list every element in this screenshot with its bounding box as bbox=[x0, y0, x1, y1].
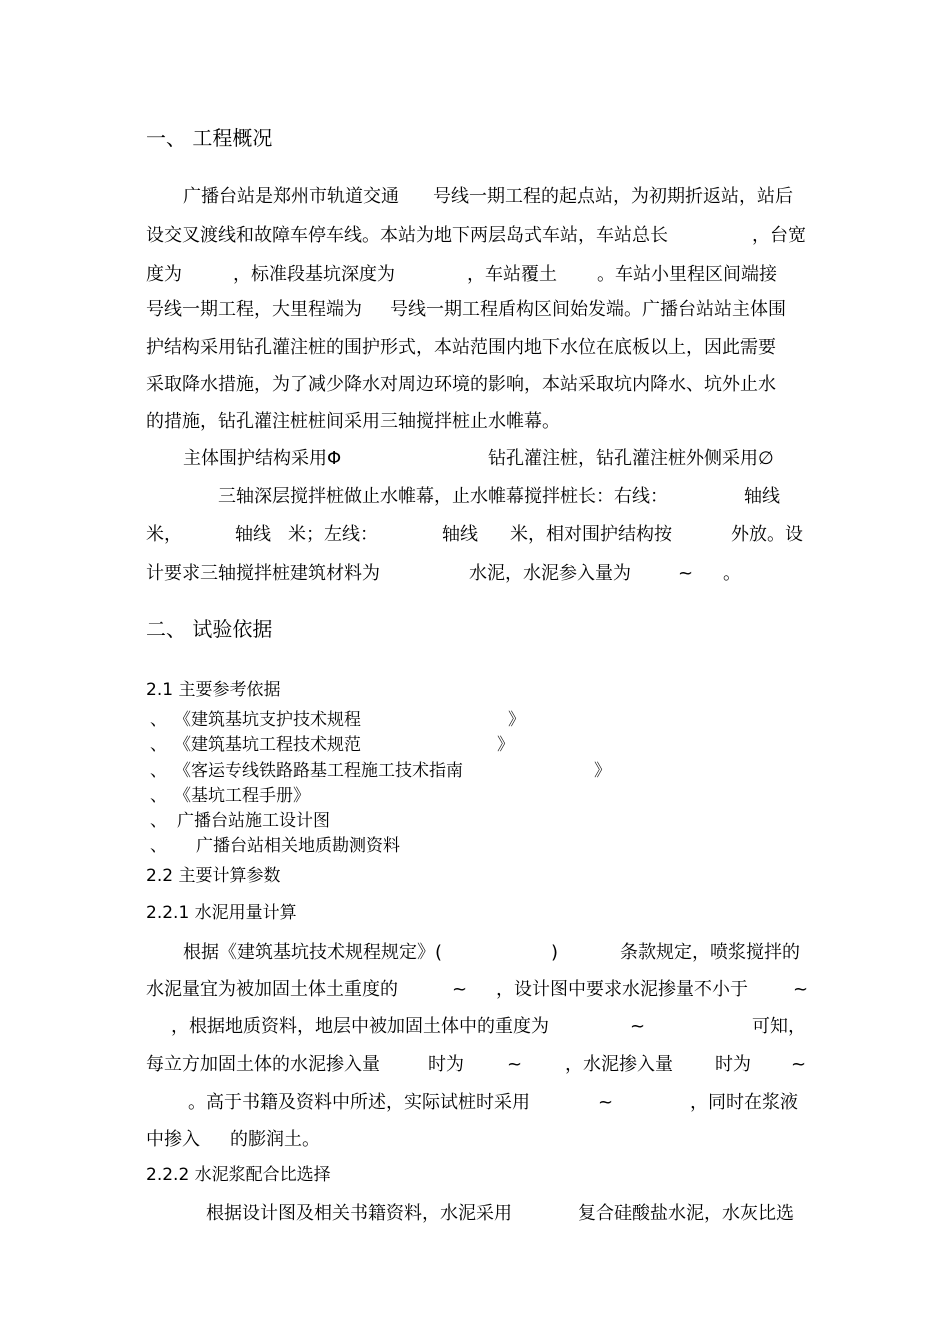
reference-item-2-title: 《建筑基坑工程技术规范 bbox=[174, 735, 361, 755]
para222-line1a: 根据设计图及相关书籍资料，水泥采用 bbox=[206, 1203, 512, 1224]
para1-line3a: 度为 bbox=[146, 264, 182, 285]
sub-heading-2-2-2: 2.2.2 水泥浆配合比选择 bbox=[146, 1165, 331, 1185]
para222-line1b: 复合硅酸盐水泥，水灰比选 bbox=[578, 1203, 794, 1224]
para1-line2b: ，台宽 bbox=[752, 225, 806, 246]
para221-line5c: ，同时在浆液 bbox=[690, 1092, 798, 1113]
para1-line4a: 号线一期工程，大里程端为 bbox=[146, 299, 362, 320]
sub-heading-2-1: 2.1 主要参考依据 bbox=[146, 680, 281, 700]
para1-line2a: 设交叉渡线和故障车停车线。本站为地下两层岛式车站，车站总长 bbox=[146, 225, 668, 246]
para221-line1a: 根据《建筑基坑技术规程规定》( bbox=[183, 942, 443, 963]
para2-line1b: 钻孔灌注桩，钻孔灌注桩外侧采用∅ bbox=[488, 448, 774, 469]
para221-line3c: 可知， bbox=[752, 1016, 806, 1037]
para1-line7: 的措施，钻孔灌注桩桩间采用三轴搅拌桩止水帷幕。 bbox=[146, 411, 560, 432]
para221-line2d: ~ bbox=[793, 979, 809, 1000]
para221-line3b: ~ bbox=[630, 1016, 646, 1037]
para2-line3e: 米，相对围护结构按 bbox=[510, 524, 672, 545]
reference-item-1-close: 》 bbox=[508, 710, 525, 730]
para2-line4c: ~ bbox=[678, 563, 694, 584]
para2-line4d: 。 bbox=[723, 563, 741, 584]
para2-line2a: 三轴深层搅拌桩做止水帷幕，止水帷幕搅拌桩长：右线： bbox=[218, 486, 668, 507]
sub-heading-2-2: 2.2 主要计算参数 bbox=[146, 866, 281, 886]
reference-item-6-separator: 、 bbox=[150, 836, 167, 856]
para1-line6: 采取降水措施，为了减少降水对周边环境的影响，本站采取坑内降水、坑外止水 bbox=[146, 374, 776, 395]
para1-line3b: ，标准段基坑深度为 bbox=[233, 264, 395, 285]
section1-heading: 一、 工程概况 bbox=[146, 126, 273, 150]
para1-line3c: ，车站覆土 bbox=[467, 264, 557, 285]
reference-item-3-close: 》 bbox=[594, 761, 611, 781]
sub-heading-2-2-1: 2.2.1 水泥用量计算 bbox=[146, 903, 297, 923]
para2-line3a: 米， bbox=[146, 524, 182, 545]
para221-line5a: 。高于书籍及资料中所述，实际试桩时采用 bbox=[188, 1092, 530, 1113]
para221-line2b: ~ bbox=[452, 979, 468, 1000]
section2-heading: 二、 试验依据 bbox=[146, 617, 273, 641]
reference-item-1-separator: 、 bbox=[150, 710, 167, 730]
reference-item-6-title: 广播台站相关地质勘测资料 bbox=[196, 836, 400, 856]
para1-line1b: 号线一期工程的起点站，为初期折返站，站后 bbox=[433, 186, 793, 207]
reference-item-1-title: 《建筑基坑支护技术规程 bbox=[174, 710, 361, 730]
para1-line1a: 广播台站是郑州市轨道交通 bbox=[183, 186, 399, 207]
para221-line2c: ，设计图中要求水泥掺量不小于 bbox=[496, 979, 748, 1000]
reference-item-5-title: 广播台站施工设计图 bbox=[177, 811, 330, 831]
para221-line2a: 水泥量宜为被加固土体土重度的 bbox=[146, 979, 398, 1000]
reference-item-4-separator: 、 bbox=[150, 786, 167, 806]
para1-line3d: 。车站小里程区间端接 bbox=[597, 264, 777, 285]
para2-line4b: 水泥，水泥参入量为 bbox=[469, 563, 631, 584]
para2-line3c: 米；左线： bbox=[288, 524, 378, 545]
reference-item-5-separator: 、 bbox=[150, 811, 167, 831]
para2-line4a: 计要求三轴搅拌桩建筑材料为 bbox=[146, 563, 380, 584]
para221-line4b: 时为 bbox=[428, 1054, 464, 1075]
para221-line4f: ~ bbox=[791, 1054, 807, 1075]
para2-line1a: 主体围护结构采用Φ bbox=[183, 448, 342, 469]
para221-line4a: 每立方加固土体的水泥掺入量 bbox=[146, 1054, 380, 1075]
para221-line1b: ) bbox=[551, 942, 559, 963]
para2-line2b: 轴线 bbox=[744, 486, 780, 507]
para221-line4d: ，水泥掺入量 bbox=[565, 1054, 673, 1075]
reference-item-3-title: 《客运专线铁路路基工程施工技术指南 bbox=[174, 761, 463, 781]
reference-item-4-title: 《基坑工程手册》 bbox=[174, 786, 310, 806]
para221-line6a: 中掺入 bbox=[146, 1129, 200, 1150]
para221-line5b: ~ bbox=[598, 1092, 614, 1113]
para2-line3f: 外放。设 bbox=[731, 524, 803, 545]
para221-line4e: 时为 bbox=[715, 1054, 751, 1075]
para2-line3d: 轴线 bbox=[442, 524, 478, 545]
para1-line4b: 号线一期工程盾构区间始发端。广播台站站主体围 bbox=[390, 299, 786, 320]
para221-line3a: ，根据地质资料，地层中被加固土体中的重度为 bbox=[171, 1016, 549, 1037]
reference-item-3-separator: 、 bbox=[150, 761, 167, 781]
para221-line1c: 条款规定，喷浆搅拌的 bbox=[620, 942, 800, 963]
para2-line3b: 轴线 bbox=[235, 524, 271, 545]
para1-line5: 护结构采用钻孔灌注桩的围护形式，本站范围内地下水位在底板以上，因此需要 bbox=[146, 337, 776, 358]
para221-line6b: 的膨润土。 bbox=[230, 1129, 320, 1150]
reference-item-2-separator: 、 bbox=[150, 735, 167, 755]
para221-line4c: ~ bbox=[507, 1054, 523, 1075]
reference-item-2-close: 》 bbox=[497, 735, 514, 755]
